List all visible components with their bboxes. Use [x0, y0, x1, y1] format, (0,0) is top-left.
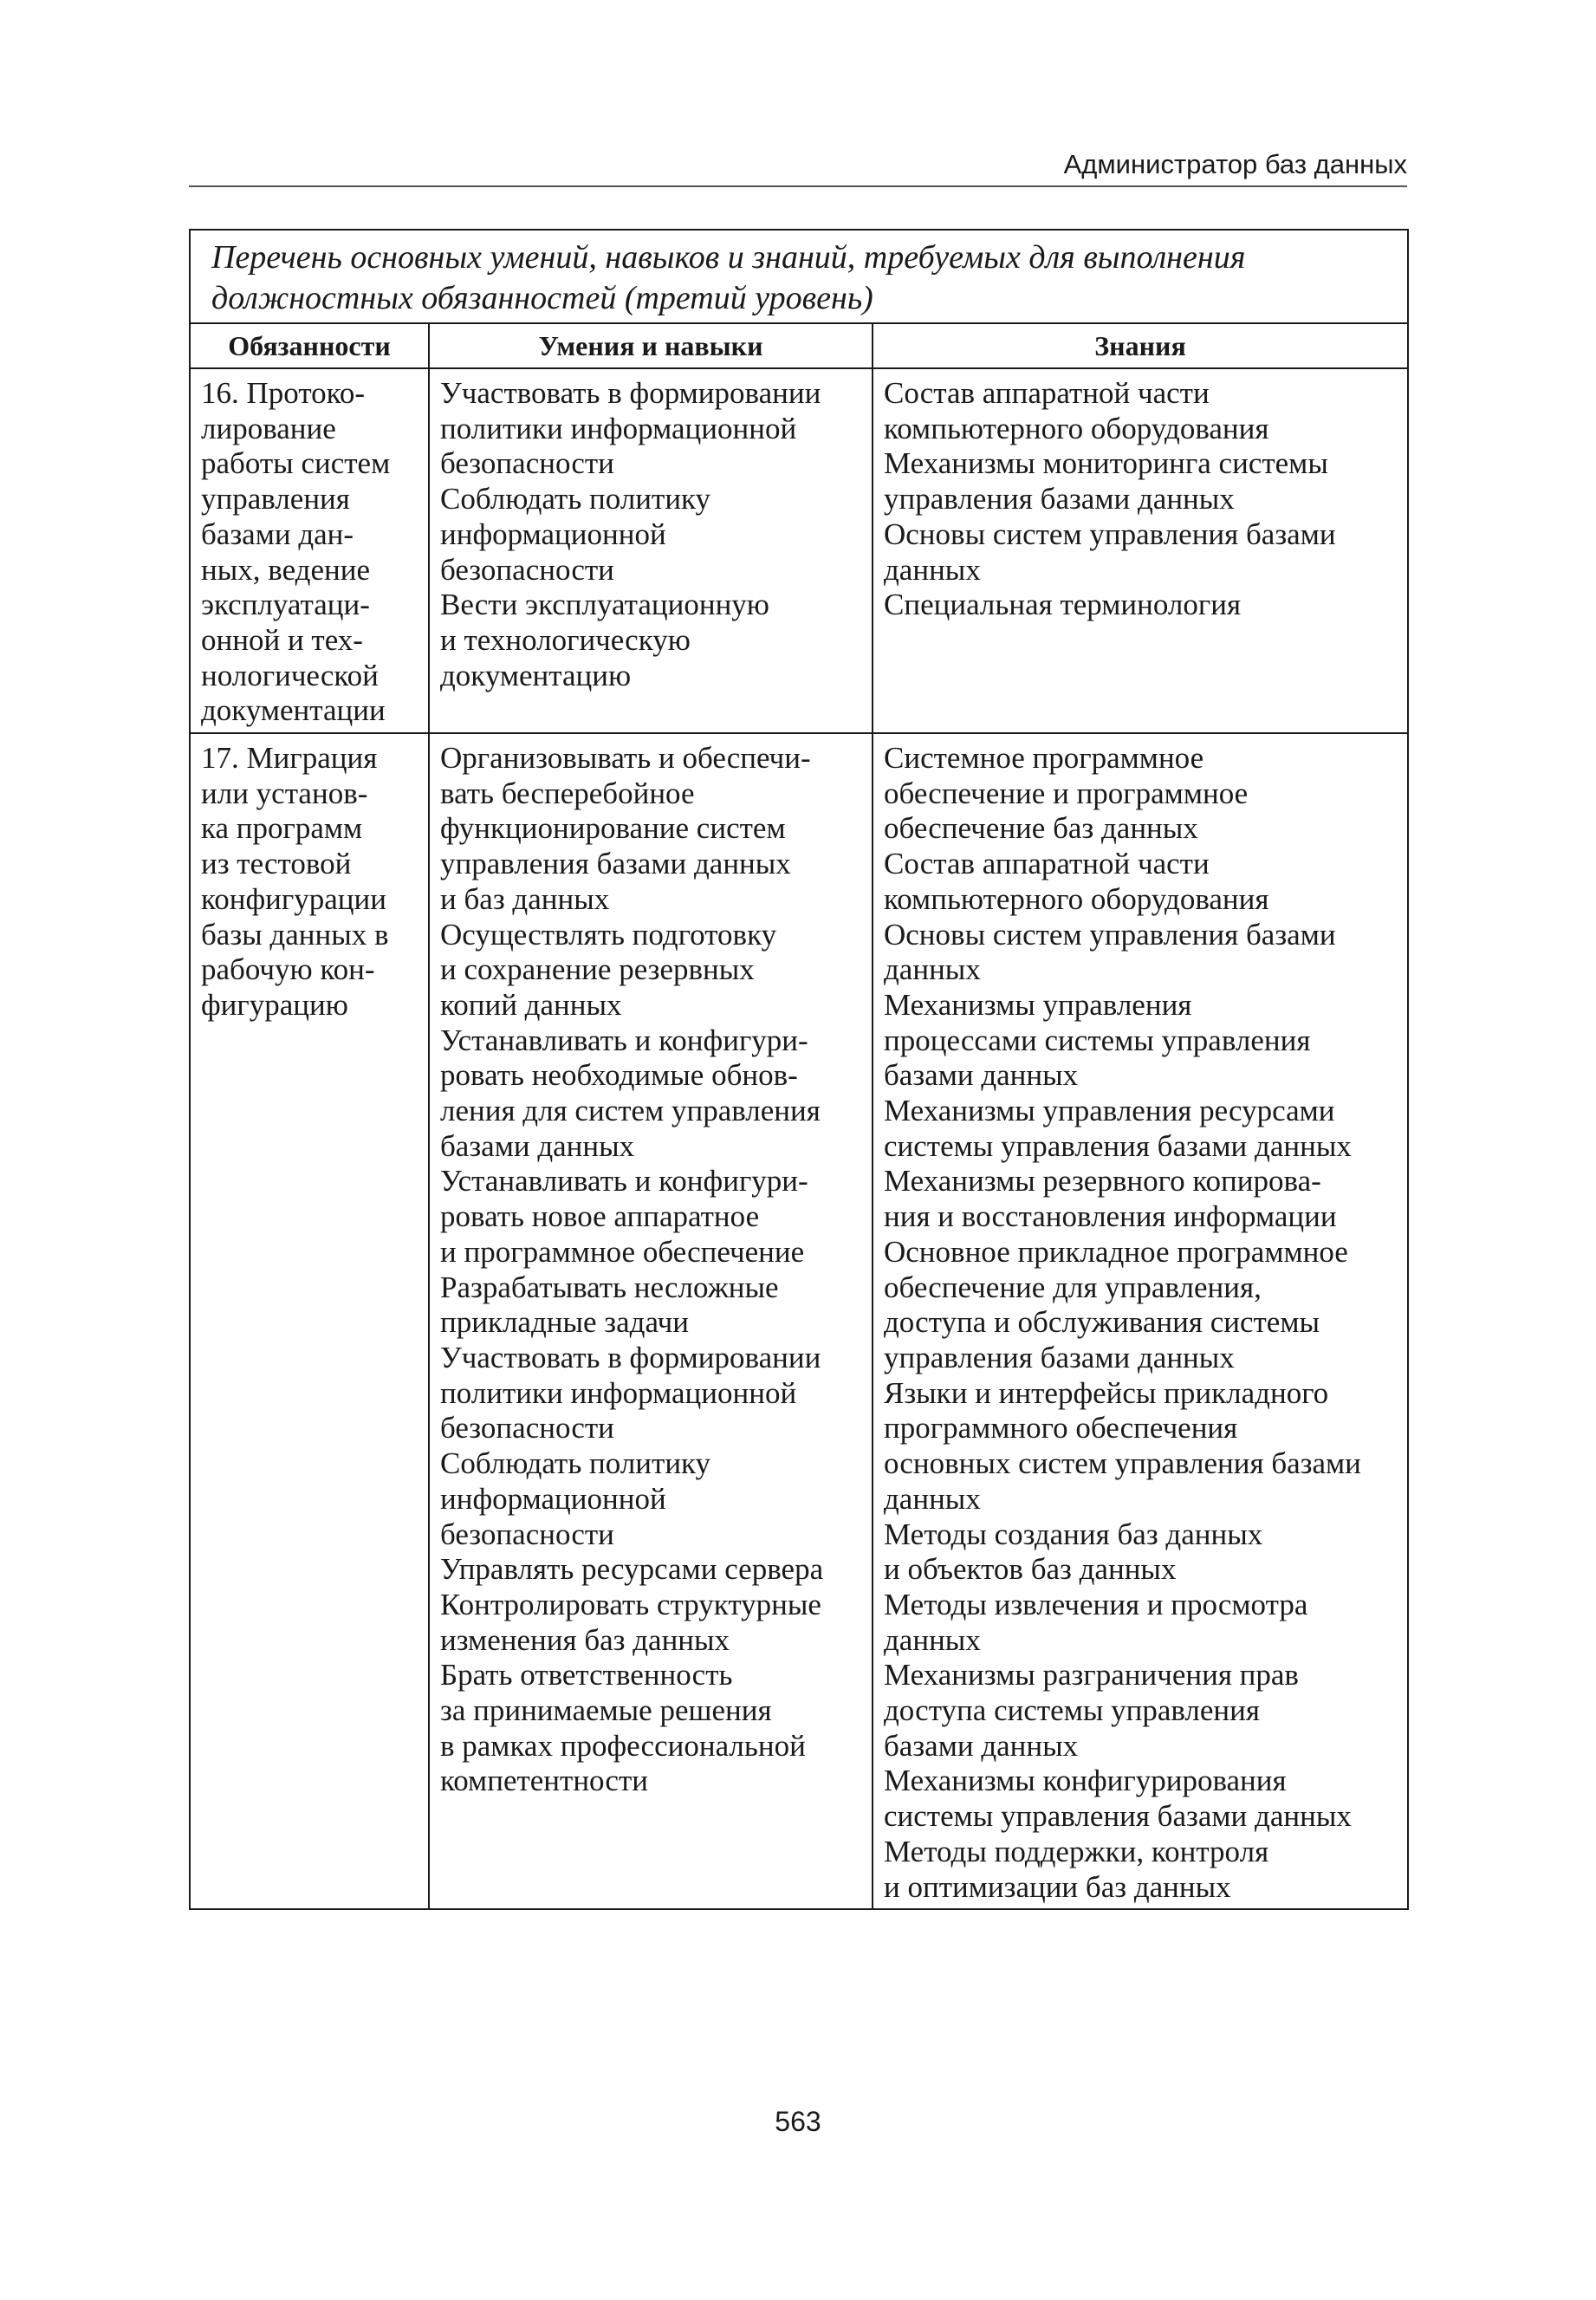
cell-line: Управлять ресурсами сервера	[440, 1552, 824, 1587]
cell-line: 17. Миграция	[201, 741, 378, 776]
header-knowledge: Знания	[873, 323, 1408, 368]
skills-cell	[429, 368, 873, 733]
cell-line: Осуществлять подготовку	[440, 917, 777, 952]
cell-line: базами данных	[884, 1728, 1079, 1763]
cell-line: Участвовать в формировании	[440, 376, 821, 410]
cell-line: за принимаемые решения	[440, 1693, 772, 1728]
cell-line: Языки и интерфейсы прикладного	[884, 1375, 1329, 1410]
cell-line: 16. Протоко-	[201, 376, 366, 410]
cell-line: данных	[884, 1481, 981, 1516]
cell-line: информационной	[440, 1481, 666, 1516]
cell-line: Специальная терминология	[884, 588, 1242, 622]
cell-line: компетентности	[440, 1764, 648, 1798]
cell-line: безопасности	[440, 446, 614, 481]
cell-line: обеспечение баз данных	[884, 811, 1198, 846]
cell-line: нологической	[201, 658, 379, 692]
table-row	[190, 368, 1408, 733]
cell-line: вать бесперебойное	[440, 776, 695, 810]
cell-line: безопасности	[440, 1517, 614, 1551]
cell-line: работы систем	[201, 446, 391, 481]
cell-line: Методы поддержки, контроля	[884, 1834, 1269, 1868]
caption-row	[190, 230, 1408, 323]
cell-line: системы управления базами данных	[884, 1128, 1352, 1163]
cell-line: компьютерного оборудования	[884, 881, 1269, 916]
cell-line: основных систем управления базами	[884, 1446, 1361, 1481]
cell-line: управления базами данных	[884, 482, 1235, 517]
cell-line: доступа системы управления	[884, 1693, 1260, 1728]
cell-line: документации	[201, 693, 386, 728]
cell-line: Методы извлечения и просмотра	[884, 1587, 1308, 1621]
cell-line: программного обеспечения	[884, 1411, 1238, 1446]
cell-line: изменения баз данных	[440, 1622, 730, 1657]
header-skills: Умения и навыки	[429, 323, 873, 368]
cell-line: ления для систем управления	[440, 1094, 821, 1128]
cell-line: Основы систем управления базами	[884, 517, 1336, 551]
cell-line: Организовывать и обеспечи-	[440, 741, 811, 776]
cell-line: лирование	[201, 411, 336, 445]
cell-line: Разрабатывать несложные	[440, 1270, 779, 1304]
cell-line: Устанавливать и конфигури-	[440, 1164, 808, 1199]
cell-line: конфигурации	[201, 881, 386, 916]
cell-line: ка программ	[201, 811, 363, 846]
caption-line: Перечень основных умений, навыков и знаний, требуемых для выполнения	[211, 239, 1246, 276]
cell-line: Методы создания баз данных	[884, 1517, 1263, 1551]
knowledge-cell	[873, 368, 1408, 733]
cell-line: фигурацию	[201, 987, 348, 1022]
cell-line: обеспечение и программное	[884, 776, 1249, 810]
cell-line: Основное прикладное программное	[884, 1234, 1348, 1269]
competency-table	[189, 229, 1409, 1910]
cell-line: документацию	[440, 658, 632, 692]
table-row	[190, 733, 1408, 1909]
header-row	[190, 323, 1408, 368]
table-caption	[190, 230, 1408, 323]
cell-line: Брать ответственность	[440, 1658, 733, 1693]
cell-line: Вести эксплуатационную	[440, 588, 769, 622]
caption-line: должностных обязанностей (третий уровень)	[211, 280, 873, 316]
cell-line: базы данных в	[201, 917, 389, 952]
cell-line: эксплуатаци-	[201, 588, 370, 622]
cell-line: Механизмы разграничения прав	[884, 1658, 1299, 1693]
cell-line: Системное программное	[884, 741, 1204, 776]
cell-line: данных	[884, 1622, 981, 1657]
cell-line: Механизмы управления ресурсами	[884, 1094, 1335, 1128]
page-number: 563	[775, 2106, 821, 2137]
cell-line: или установ-	[201, 776, 368, 810]
cell-line: и технологическую	[440, 622, 691, 657]
cell-line: компьютерного оборудования	[884, 411, 1269, 445]
cell-line: Механизмы резервного копирова-	[884, 1164, 1321, 1199]
cell-line: Соблюдать политику	[440, 482, 711, 517]
cell-line: Соблюдать политику	[440, 1446, 711, 1481]
cell-line: Участвовать в формировании	[440, 1340, 821, 1374]
duty-cell	[190, 733, 429, 1909]
cell-line: безопасности	[440, 552, 614, 587]
running-head: Администратор баз данных	[1063, 149, 1407, 179]
cell-line: Состав аппаратной части	[884, 847, 1210, 881]
cell-line: данных	[884, 552, 981, 587]
cell-line: управления базами данных	[440, 847, 791, 881]
cell-line: ровать новое аппаратное	[440, 1199, 760, 1234]
header-duties: Обязанности	[190, 323, 429, 368]
cell-line: обеспечение для управления,	[884, 1270, 1262, 1304]
cell-line: рабочую кон-	[201, 952, 375, 987]
cell-line: базами дан-	[201, 517, 354, 551]
cell-line: информационной	[440, 517, 666, 551]
cell-line: доступа и обслуживания системы	[884, 1305, 1320, 1340]
cell-line: системы управления базами данных	[884, 1799, 1352, 1834]
cell-line: базами данных	[440, 1128, 635, 1163]
cell-line: и сохранение резервных	[440, 952, 755, 987]
cell-line: безопасности	[440, 1411, 614, 1446]
cell-line: Устанавливать и конфигури-	[440, 1023, 808, 1057]
cell-line: данных	[884, 952, 981, 987]
cell-line: копий данных	[440, 987, 622, 1022]
cell-line: политики информационной	[440, 1375, 797, 1410]
cell-line: и баз данных	[440, 881, 610, 916]
cell-line: ния и восстановления информации	[884, 1199, 1337, 1234]
cell-line: управления	[201, 482, 350, 517]
cell-line: Механизмы конфигурирования	[884, 1764, 1287, 1798]
cell-line: Механизмы мониторинга системы	[884, 446, 1328, 481]
cell-line: прикладные задачи	[440, 1305, 689, 1340]
cell-line: из тестовой	[201, 847, 352, 881]
header-rule	[189, 185, 1407, 187]
knowledge-cell	[873, 733, 1408, 1909]
cell-line: онной и тех-	[201, 622, 363, 657]
cell-line: и объектов баз данных	[884, 1552, 1177, 1587]
cell-line: Основы систем управления базами	[884, 917, 1336, 952]
cell-line: ных, ведение	[201, 552, 370, 587]
cell-line: Контролировать структурные	[440, 1587, 821, 1621]
cell-line: процессами системы управления	[884, 1023, 1311, 1057]
cell-line: функционирование систем	[440, 811, 786, 846]
cell-line: Состав аппаратной части	[884, 376, 1210, 410]
cell-line: в рамках профессиональной	[440, 1728, 806, 1763]
skills-cell	[429, 733, 873, 1909]
cell-line: политики информационной	[440, 411, 797, 445]
cell-line: ровать необходимые обнов-	[440, 1058, 798, 1093]
cell-line: и программное обеспечение	[440, 1234, 805, 1269]
duty-cell	[190, 368, 429, 733]
cell-line: Механизмы управления	[884, 987, 1192, 1022]
cell-line: управления базами данных	[884, 1340, 1235, 1374]
cell-line: и оптимизации баз данных	[884, 1869, 1231, 1904]
cell-line: базами данных	[884, 1058, 1079, 1093]
